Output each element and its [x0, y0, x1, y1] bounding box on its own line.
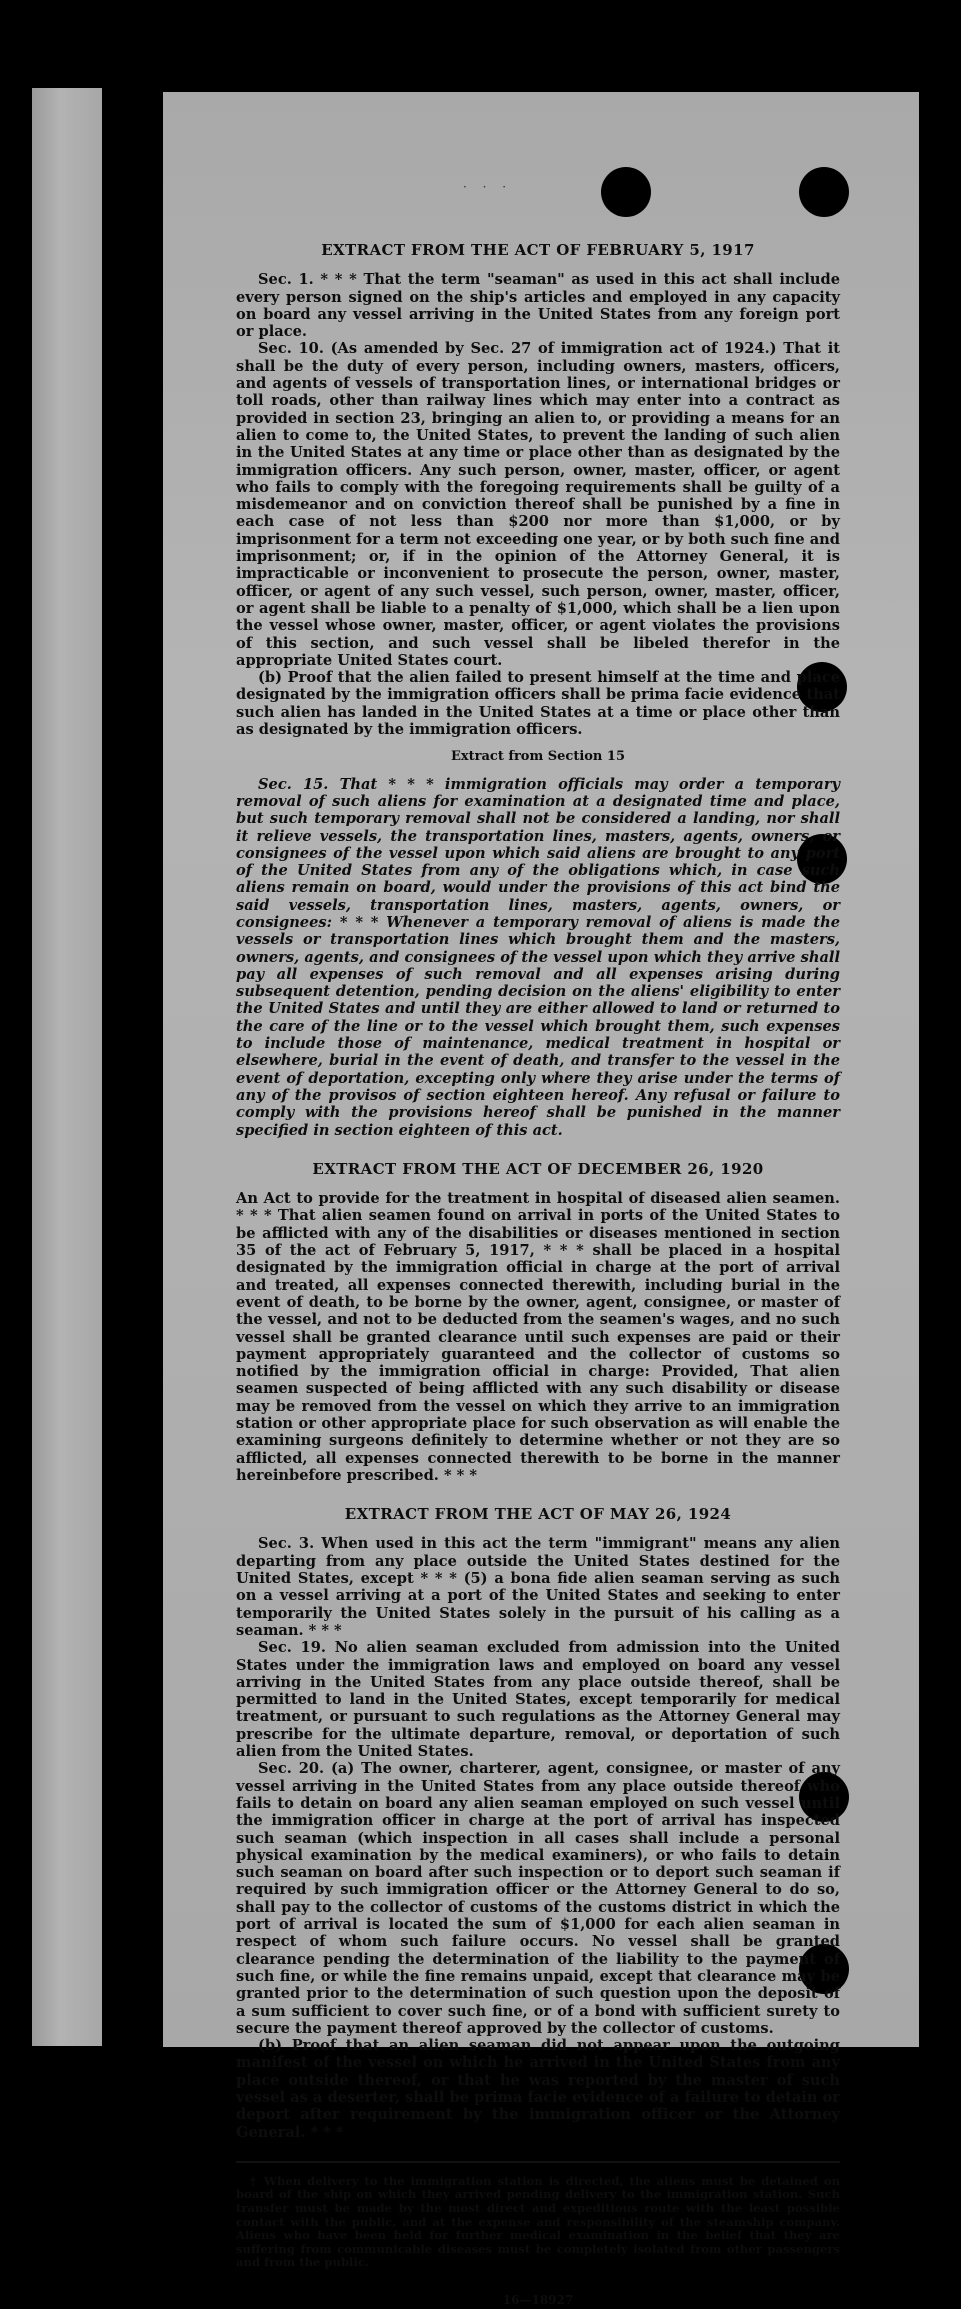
- punch-hole: [799, 167, 849, 217]
- document-content: [236, 242, 840, 2309]
- sec19-paragraph: Sec. 19. No alien seaman excluded from admission into the United States under the immigration laws and employed on board any vessel arriving in the United States from any place outside thereof, shall be permitted to land in the United States, except temporarily for medical treatment, or pursuant to such regulations as the Attorney General may prescribe for the ultimate departure, removal, or deportation of such alien from the United States.: [236, 1639, 840, 1761]
- sec20a-paragraph: Sec. 20. (a) The owner, charterer, agent, consignee, or master of any vessel arriving in the United States from any place outside thereof who fails to detain on board any alien seaman employed on such vessel until the immigration officer in charge at the port of arrival has inspected such seaman (which inspection in all cases shall include a personal physical examination by the medical examiners), or who fails to detain such seaman on board after such inspection or to deport such seaman if required by such immigration officer or the Attorney General to do so, shall pay to the collector of customs of the customs district in which the port of arrival is located the sum of $1,000 for each alien seaman in respect of whom such failure occurs. No vessel shall be granted clearance pending the determination of the liability to the payment of such fine, or while the fine remains unpaid, except that clearance may be granted prior to the determination of such question upon the deposit of a sum sufficient to cover such fine, or of a bond with sufficient surety to secure the payment thereof approved by the collector of customs.: [236, 1760, 840, 2037]
- sec1-paragraph: Sec. 1. * * * That the term "seaman" as used in this act shall include every person signed on the ship's articles and employed in any capacity on board any vessel arriving in the United States from any foreign port or place.: [236, 271, 840, 341]
- extract-1920-heading: EXTRACT FROM THE ACT OF DECEMBER 26, 1920: [312, 1159, 764, 1178]
- adjacent-page-strip: [32, 88, 102, 2046]
- sec15-paragraph: Sec. 15. That * * * immigration officials may order a temporary removal of such aliens for examination at a designated time and place, but such temporary removal shall not be considered a landing, nor shall it relieve vessels, the transportation lines, masters, agents, owners, or consignees of the vessel upon which said aliens are brought to any port of the United States from any of the obligations which, in case such aliens remain on board, would under the provisions of this act bind the said vessels, transportation lines, masters, agents, owners, or consignees: * * * Whenever a temporary removal of aliens is made the vessels or transportation lines which brought them and the masters, owners, agents, and consignees of the vessel upon which they arrive shall pay all expenses of such removal and all expenses arising during subsequent detention, pending decision on the aliens' eligibility to enter the United States and until they are either allowed to land or returned to the care of the line or to the vessel which brought them, such expenses to include those of maintenance, medical treatment in hospital or elsewhere, burial in the event of death, and transfer to the vessel in the event of deportation, excepting only where they arise under the terms of any of the provisos of section eighteen hereof. Any refusal or failure to comply with the provisions hereof shall be punished in the manner specified in section eighteen of this act.: [236, 775, 840, 1139]
- sec10b-paragraph: (b) Proof that the alien failed to present himself at the time and place designated by the immigration officers shall be prima facie evidence that such alien has landed in the United States at a time or place other than as designated by the immigration officers.: [236, 669, 840, 739]
- extract-1917-heading: EXTRACT FROM THE ACT OF FEBRUARY 5, 1917: [321, 241, 755, 259]
- form-code: 16—18927: [502, 2293, 574, 2308]
- footnote-divider: [236, 2161, 840, 2163]
- top-mark: · · ·: [463, 180, 513, 194]
- document-page: [163, 92, 919, 2308]
- sec3-paragraph: Sec. 3. When used in this act the term "immigrant" means any alien departing from any place outside the United States destined for the United States, except * * * (5) a bona fide alien seaman serving as such on a vessel arriving at a port of the United States and seeking to enter temporarily the United States solely in the pursuit of his calling as a seaman. * * *: [236, 1535, 840, 1639]
- sec20b-paragraph: (b) Proof that an alien seaman did not appear upon the outgoing manifest of the vessel on which he arrived in the United States from any place outside thereof, or that he was reported by the master of such vessel as a deserter, shall be prima facie evidence of a failure to detain or deport after requirement by the immigration officer or the Attorney General. * * *: [236, 2037, 840, 2141]
- footnote: † When delivery to the immigration station is directed, the aliens must be detained on board of the ship on which they arrived pending delivery to the immigration station. Such transfer must be made by the most direct and expeditious route with the least possible contact with the public, and at the expense and responsibility of the steamship company. Aliens who have been held for further medical examination in the belief that they are suffering from communicable diseases must be completely isolated from other passengers and from the public.: [236, 2173, 840, 2270]
- punch-hole: [601, 167, 651, 217]
- section15-block: [236, 776, 840, 1139]
- section15-heading: Extract from Section 15: [450, 749, 626, 765]
- extract-1924-heading: EXTRACT FROM THE ACT OF MAY 26, 1924: [344, 1505, 732, 1524]
- sec10-paragraph: Sec. 10. (As amended by Sec. 27 of immigration act of 1924.) That it shall be the duty of every person, including owners, masters, officers, and agents of vessels of transportation lines, or international bridges or toll roads, other than railway lines which may enter into a contract as provided in section 23, bringing an alien to, or providing a means for an alien to come to, the United States, to prevent the landing of such alien in the United States at any time or place other than as designated by the immigration officers. Any such person, owner, master, officer, or agent who fails to comply with the foregoing requirements shall be guilty of a misdemeanor and on conviction thereof shall be punished by a fine in each case of not less than $200 nor more than $1,000, or by imprisonment for a term not exceeding one year, or by both such fine and imprisonment; or, if in the opinion of the Attorney General, it is impracticable or inconvenient to prosecute the person, owner, master, officer, or agent of any such vessel, such person, owner, master, officer, or agent shall be liable to a penalty of $1,000, which shall be a lien upon the vessel whose owner, master, officer, or agent violates the provisions of this section, and such vessel shall be libeled therefor in the appropriate United States court.: [236, 340, 840, 669]
- act-1920-paragraph: An Act to provide for the treatment in hospital of diseased alien seamen. * * * That alien seamen found on arrival in ports of the United States to be afflicted with any of the disabilities or diseases mentioned in section 35 of the act of February 5, 1917, * * * shall be placed in a hospital designated by the immigration official in charge at the port of arrival and treated, all expenses connected therewith, including burial in the event of death, to be borne by the owner, agent, consignee, or master of the vessel, and not to be deducted from the seamen's wages, and no such vessel shall be granted clearance until such expenses are paid or their payment appropriately guaranteed and the collector of customs so notified by the immigration official in charge: Provided, That alien seamen suspected of being afflicted with any such disability or disease may be removed from the vessel on which they arrive to an immigration station or other appropriate place for such observation as will enable the examining surgeons definitely to determine whether or not they are so afflicted, all expenses connected therewith to be borne in the manner hereinbefore prescribed. * * *: [236, 1190, 840, 1484]
